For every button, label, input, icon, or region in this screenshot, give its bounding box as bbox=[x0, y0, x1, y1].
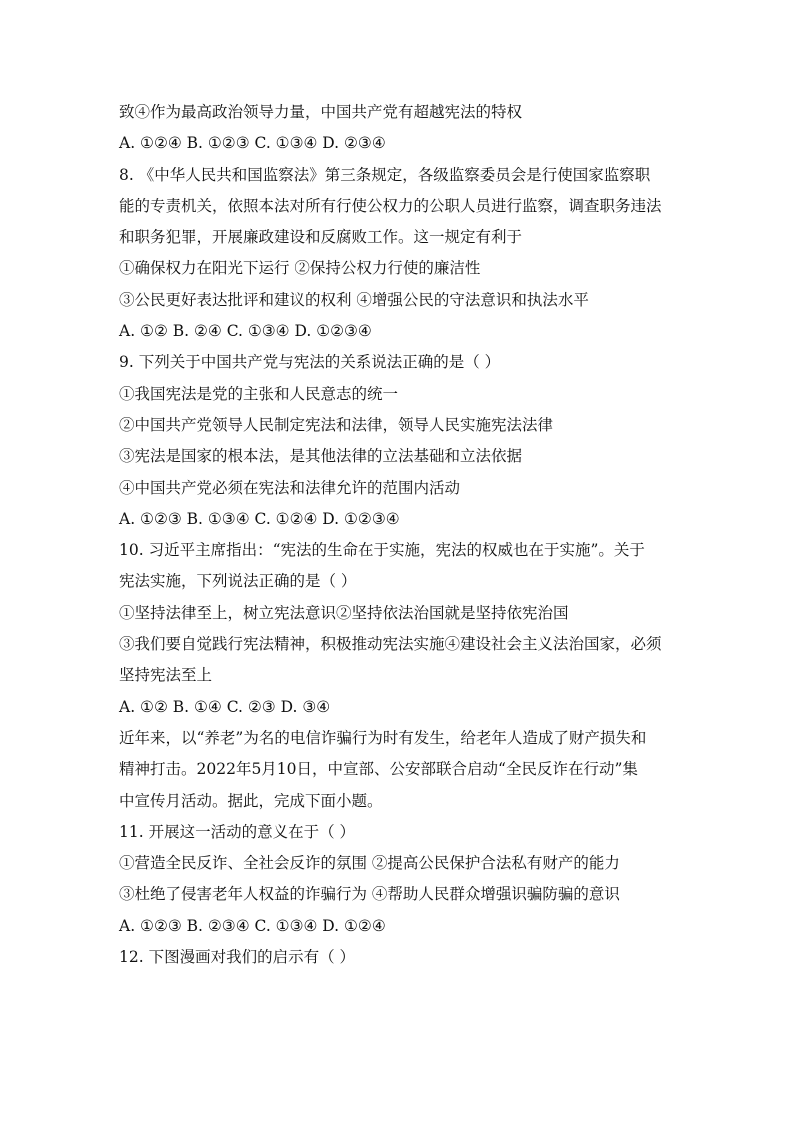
q10-answer-choices: A. ①② B. ①④ C. ②③ D. ③④ bbox=[119, 697, 331, 716]
q10-stem-line-1: 10. 习近平主席指出：“宪法的生命在于实施，宪法的权威也在于实施”。关于 bbox=[119, 541, 645, 560]
material-line-2: 精神打击。2022年5月10日，中宣部、公安部联合启动“全民反诈在行动”集 bbox=[119, 760, 638, 779]
q9-option-3: ③宪法是国家的根本法，是其他法律的立法基础和立法依据 bbox=[119, 447, 523, 466]
q10-stem-line-2: 宪法实施，下列说法正确的是（ ） bbox=[119, 572, 357, 591]
q9-option-4: ④中国共产党必须在宪法和法律允许的范围内活动 bbox=[119, 478, 461, 497]
q11-answer-choices: A. ①②③ B. ②③④ C. ①③④ D. ①②④ bbox=[119, 916, 386, 935]
q12-stem: 12. 下图漫画对我们的启示有（ ） bbox=[119, 948, 356, 967]
material-line-3: 中宣传月活动。据此，完成下面小题。 bbox=[119, 791, 383, 810]
q8-stem-line-2: 能的专责机关，依照本法对所有行使公权力的公职人员进行监察，调查职务违法 bbox=[119, 196, 662, 215]
q8-options-3-4: ③公民更好表达批评和建议的权利 ④增强公民的守法意识和执法水平 bbox=[119, 290, 589, 309]
q9-option-2: ②中国共产党领导人民制定宪法和法律，领导人民实施宪法法律 bbox=[119, 415, 554, 434]
q11-stem: 11. 开展这一活动的意义在于（ ） bbox=[119, 822, 356, 841]
q9-answer-choices: A. ①②③ B. ①③④ C. ①②④ D. ①②③④ bbox=[119, 509, 400, 528]
q9-stem: 9. 下列关于中国共产党与宪法的关系说法正确的是（ ） bbox=[119, 353, 501, 372]
q11-options-1-2: ①营造全民反诈、全社会反诈的氛围 ②提高公民保护合法私有财产的能力 bbox=[119, 854, 620, 873]
q7-option-4-continued: 致④作为最高政治领导力量，中国共产党有超越宪法的特权 bbox=[119, 103, 523, 121]
material-line-1: 近年来，以“养老”为名的电信诈骗行为时有发生，给老年人造成了财产损失和 bbox=[119, 728, 647, 747]
q8-answer-choices: A. ①② B. ②④ C. ①③④ D. ①②③④ bbox=[119, 322, 372, 341]
question-content bbox=[119, 97, 689, 973]
q8-stem-line-1: 8. 《中华人民共和国监察法》第三条规定，各级监察委员会是行使国家监察职 bbox=[119, 165, 651, 184]
q11-options-3-4: ③杜绝了侵害老年人权益的诈骗行为 ④帮助人民群众增强识骗防骗的意识 bbox=[119, 885, 620, 904]
q10-options-3-4: ③我们要自觉践行宪法精神，积极推动宪法实施④建设社会主义法治国家，必须 bbox=[119, 635, 662, 654]
q10-options-1-2: ①坚持法律至上，树立宪法意识②坚持依法治国就是坚持依宪治国 bbox=[119, 603, 569, 622]
q7-answer-choices: A. ①②④ B. ①②③ C. ①③④ D. ②③④ bbox=[119, 134, 386, 153]
q10-options-4-continued: 坚持宪法至上 bbox=[119, 666, 213, 685]
q8-stem-line-3: 和职务犯罪，开展廉政建设和反腐败工作。这一规定有利于 bbox=[119, 228, 523, 247]
q8-options-1-2: ①确保权力在阳光下运行 ②保持公权力行使的廉洁性 bbox=[119, 259, 481, 278]
q9-option-1: ①我国宪法是党的主张和人民意志的统一 bbox=[119, 384, 399, 403]
